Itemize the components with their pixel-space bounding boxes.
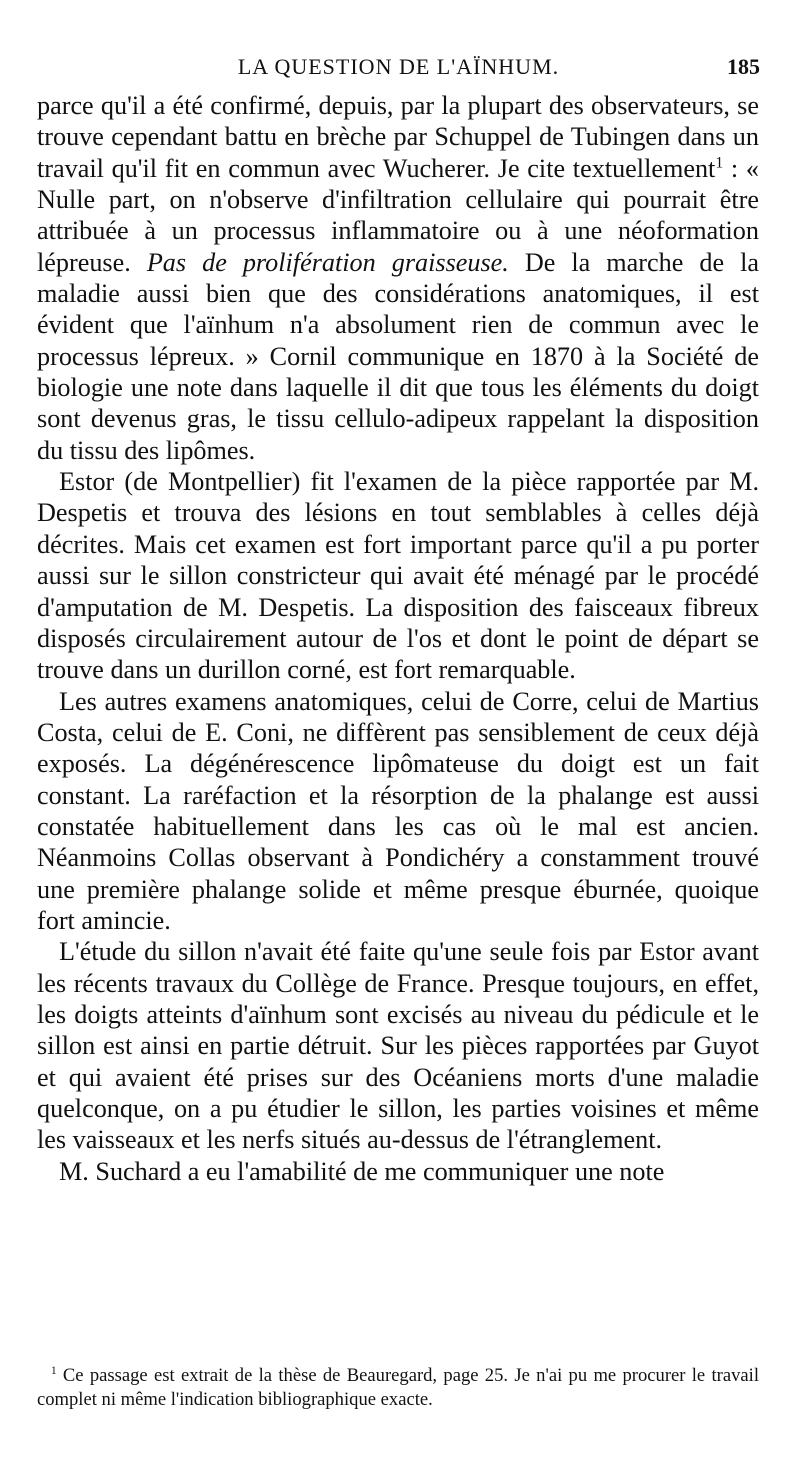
footnotes bbox=[37, 1364, 759, 1412]
running-title: LA QUESTION DE L'AÏNHUM. bbox=[237, 54, 560, 79]
paragraph-3: Les autres examens anatomiques, celui de Corre, celui de Martius Costa, celui de E. Coni, ne diffèrent pas sensiblement de ceux déjà exposés. La dégénérescence lipômateuse du doigt est un fait constant. La raréfaction et la résorption de la phalange est aussi constatée habituellement dans les cas où le mal est ancien. Néanmoins Collas observant à Pondichéry a constamment trouvé une première phalange solide et même presque éburnée, quoique fort amincie. bbox=[37, 686, 759, 935]
paragraph-1-text-c: De la marche de la maladie aussi bien que des considérations anatomiques, il est évident que l'aïnhum n'a absolument rien de commun avec le processus lépreux. » Cornil communique en 1870 à la Société de biologie une note dans laquelle il dit que tous les éléments du doigt sont devenus gras, le tissu cellulo-adipeux rappelant la disposition du tissu des lipômes. bbox=[37, 247, 759, 465]
footnote-text: Ce passage est extrait de la thèse de Beauregard, page 25. Je n'ai pu me procurer le travail complet ni même l'indication bibliographique exacte. bbox=[37, 1365, 759, 1410]
paragraph-2: Estor (de Montpellier) fit l'examen de la pièce rapportée par M. Despetis et trouva des lésions en tout semblables à celles déjà décrites. Mais cet examen est fort important parce qu'il a pu porter aussi sur le sillon constricteur qui avait été ménagé par le procédé d'amputation de M. Despetis. La disposition des faisceaux fibreux disposés circulairement autour de l'os et dont le point de départ se trouve dans un durillon corné, est fort remarquable. bbox=[37, 467, 759, 685]
paragraph-1-text-a: parce qu'il a été confirmé, depuis, par la plupart des observateurs, se trouve cependant battu en brèche par Schuppel de Tubingen dans un travail qu'il fit en commun avec Wucherer. Je cite textuellement bbox=[37, 91, 759, 183]
paragraph-1 bbox=[37, 90, 759, 466]
main-text bbox=[37, 90, 759, 1187]
footnote-1 bbox=[37, 1364, 759, 1412]
paragraph-4: L'étude du sillon n'avait été faite qu'une seule fois par Estor avant les récents travaux du Collège de France. Presque toujours, en effet, les doigts atteints d'aïnhum sont excisés au niveau du pédicule et le sillon est ainsi en partie détruit. Sur les pièces rapportées par Guyot et qui avaient été prises sur des Océaniens morts d'une maladie quelconque, on a pu étudier le sillon, les parties voisines et même les vaisseaux et les nerfs situés au-dessus de l'étranglement. bbox=[37, 937, 759, 1155]
paragraph-5: M. Suchard a eu l'amabilité de me communiquer une note bbox=[59, 1156, 665, 1186]
page-number: 185 bbox=[727, 54, 760, 79]
footnote-marker: 1 bbox=[51, 1364, 57, 1377]
italic-quote: Pas de prolifération graisseuse. bbox=[146, 247, 509, 277]
footnote-reference: 1 bbox=[715, 153, 724, 171]
paragraph-1-text-b: : « Nulle part, on n'observe d'infiltration cellulaire qui pourrait être attribuée à un processus inflammatoire ou à une néoformation lépreuse. bbox=[37, 153, 759, 277]
running-head bbox=[37, 54, 760, 84]
